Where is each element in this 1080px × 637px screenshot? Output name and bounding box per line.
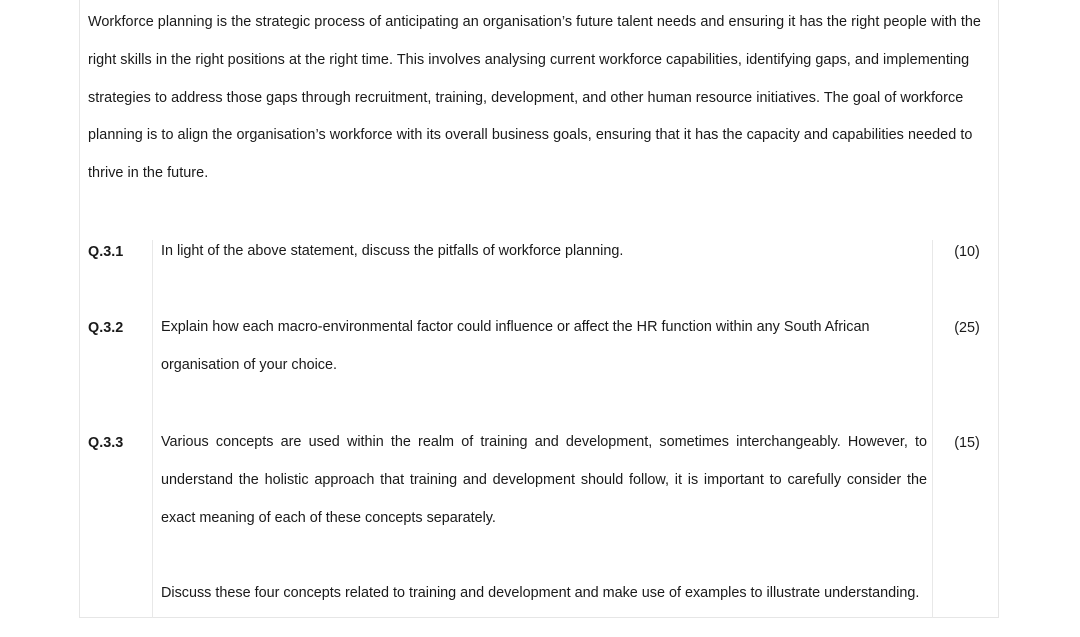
question-marks: (10) (954, 244, 980, 260)
question-instruction: Discuss these four concepts related to training and development and make use of examples to illustrate understanding. (161, 585, 920, 601)
question-text: In light of the above statement, discuss the pitfalls of workforce planning. (161, 243, 624, 259)
question-number: Q.3.1 (88, 244, 124, 260)
question-number: Q.3.3 (88, 435, 124, 451)
intro-paragraph: Workforce planning is the strategic process of anticipating an organisation’s future talent needs and ensuring it has the right people with the right skills in the right positions at the right time. This involves analysing current workforce capabilities, identifying gaps, and implementing strategies to address those gaps through recruitment, training, development, and other human resource initiatives. The goal of workforce planning is to align the organisation’s workforce with its overall business goals, ensuring that it has the capacity and capabilities needed to thrive in the future. (88, 14, 981, 182)
question-number: Q.3.2 (88, 320, 124, 336)
column-divider-right (932, 240, 933, 618)
document-page (79, 0, 999, 618)
column-divider-left (152, 240, 153, 618)
question-marks: (25) (954, 320, 980, 336)
question-marks: (15) (954, 435, 980, 451)
question-text: Explain how each macro-environmental factor could influence or affect the HR function within any South African organisation of your choice. (161, 319, 870, 373)
question-text: Various concepts are used within the realm of training and development, sometimes interchangeably. However, to understand the holistic approach that training and development should follow, it is important to carefully consider the exact meaning of each of these concepts separately. (161, 434, 927, 526)
